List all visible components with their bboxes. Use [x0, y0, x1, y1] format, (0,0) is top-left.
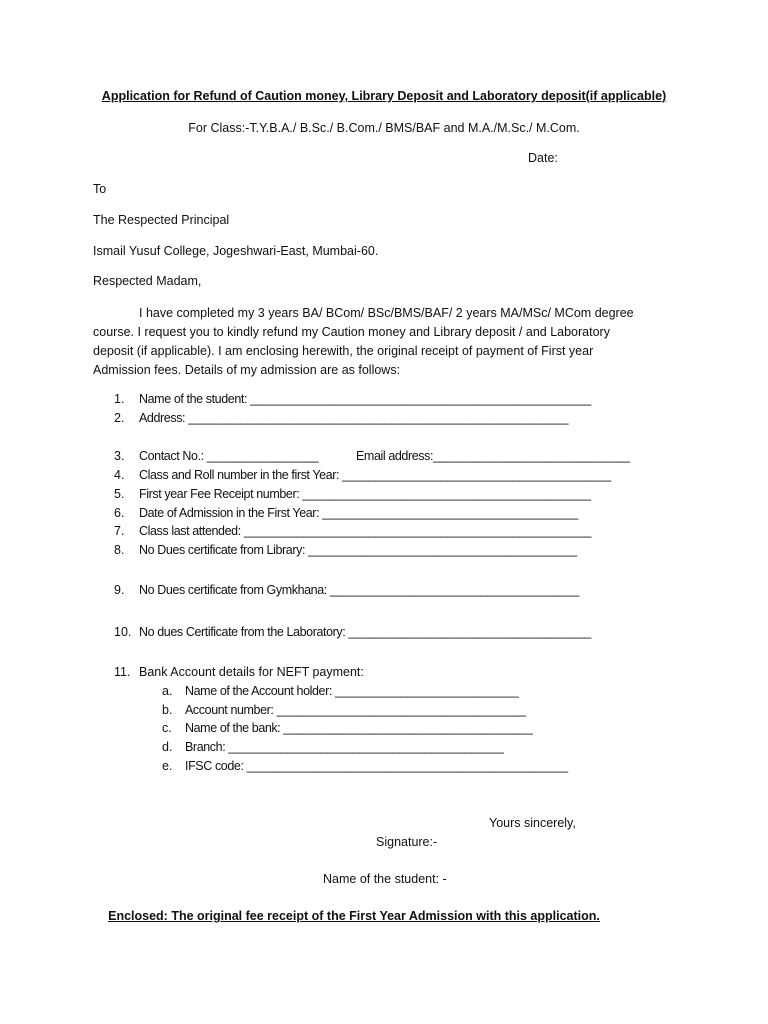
account-holder-field: Name of the Account holder: ____________________________ [185, 684, 519, 698]
class-line: For Class:-T.Y.B.A./ B.Sc./ B.Com./ BMS/BAF and M.A./M.Sc./ M.Com. [188, 121, 580, 135]
enclosure-note: Enclosed: The original fee receipt of the First Year Admission with this application. [108, 909, 600, 923]
date-label: Date: [528, 151, 558, 165]
class-last-attended-field: Class last attended: _____________________________________________________ [139, 524, 592, 538]
admission-date-field: Date of Admission in the First Year: _______________________________________ [139, 506, 578, 520]
document-title: Application for Refund of Caution money, Library Deposit and Laboratory deposit(if applicable) [101, 89, 667, 103]
class-roll-field: Class and Roll number in the first Year: _________________________________________ [139, 468, 611, 482]
gymkhana-dues-field: No Dues certificate from Gymkhana: ______________________________________ [139, 583, 579, 597]
bank-details-heading: Bank Account details for NEFT payment: [139, 665, 364, 679]
student-name-signoff: Name of the student: - [323, 872, 447, 886]
to-label: To [93, 182, 107, 196]
signature-label: Signature:- [376, 835, 438, 849]
ifsc-field: IFSC code: _________________________________________________ [185, 759, 568, 773]
document-page: Application for Refund of Caution money, Library Deposit and Laboratory deposit(if applicable) For Class:-T.Y.B.A./ B.Sc./ B.Com./ BMS/BAF and M.A./M.Sc./ M.Com. Date: To The Respected Principal Ismail Yusuf College, Jogeshwari-East, Mumbai-60. Respected Madam, I have completed my 3 years BA/ BCom/ BSc/BMS/BAF/ 2 years MA/MSc/ MCom degree course. I request you to kindly refund my Caution money and Library deposit / and Laboratory deposit (if applicable). I am enclosing herewith, the original receipt of payment of First year Admission fees. Details of my admission are as follows: 1. Name of the student: ____________________________________________________ 2. Address: __________________________________________________________ 3. Contact No.: _________________ Email address:______________________________ 4. Class and Roll number in the first Year: _________________________________________ 5. First year Fee Receipt number: ____________________________________________ 6. Date of Admission in the First Year: _______________________________________ 7. Class last attended: _____________________________________________________ 8. No Dues certificate from Library: _________________________________________ 9. No Dues certificate from Gymkhana: ______________________________________ 10. No dues Certificate from the Laboratory: _____________________________________ 11. Bank Account details for NEFT payment: a. Name of the Account holder: ____________________________ b. Account number: ______________________________________ c. Name of the bank: ______________________________________ d. Branch: __________________________________________ e. IFSC code: _________________________________________________ Yours sincerely, Signature:- Name of the student: - Enclosed: The original fee receipt of the First Year Admission with this application. [0, 0, 768, 1024]
college-address: Ismail Yusuf College, Jogeshwari-East, Mumbai-60. [93, 244, 379, 258]
account-number-field: Account number: ______________________________________ [185, 703, 526, 717]
branch-field: Branch: __________________________________________ [185, 740, 504, 754]
library-dues-field: No Dues certificate from Library: _________________________________________ [139, 543, 577, 557]
salutation: Respected Madam, [93, 274, 202, 288]
contact-field: Contact No.: _________________ [139, 449, 319, 463]
address-field: Address: __________________________________________________________ [139, 411, 569, 425]
body-paragraph: I have completed my 3 years BA/ BCom/ BSc/BMS/BAF/ 2 years MA/MSc/ MCom degree course. I request you to kindly refund my Caution money and Library deposit / and Laboratory deposit (if applicable). I am enclosing herewith, the original receipt of payment of First year Admission fees. Details of my admission are as follows: [93, 306, 634, 377]
closing: Yours sincerely, [489, 816, 576, 830]
student-name-field: Name of the student: ____________________________________________________ [139, 392, 591, 406]
email-field: Email address:______________________________ [356, 449, 630, 463]
fee-receipt-field: First year Fee Receipt number: ____________________________________________ [139, 487, 591, 501]
bank-name-field: Name of the bank: ______________________________________ [185, 721, 533, 735]
recipient: The Respected Principal [93, 213, 230, 227]
laboratory-dues-field: No dues Certificate from the Laboratory: _____________________________________ [139, 625, 591, 639]
